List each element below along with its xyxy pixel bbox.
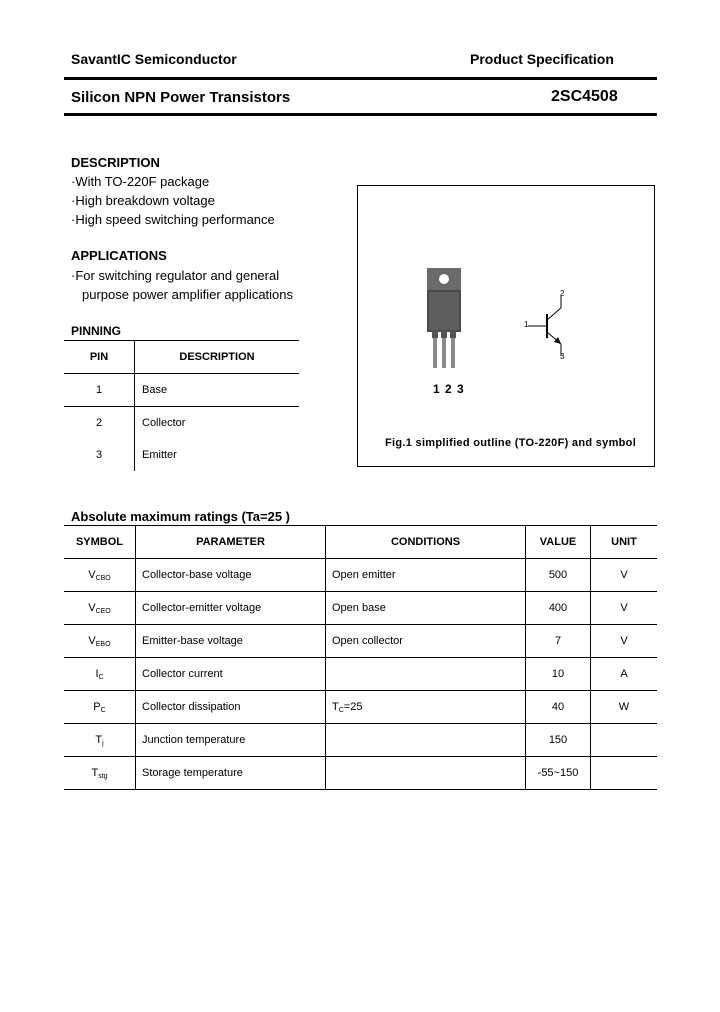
rating-unit: V: [591, 592, 658, 625]
applications-line: ·For switching regulator and general: [71, 268, 280, 283]
rating-value: 500: [526, 559, 591, 592]
rating-unit: A: [591, 658, 658, 691]
table-row: [64, 724, 657, 757]
rating-value: -55~150: [526, 757, 591, 790]
part-number: 2SC4508: [551, 88, 618, 105]
rating-value: 10: [526, 658, 591, 691]
rating-condition: [326, 757, 526, 790]
header-rule-bottom: [64, 113, 657, 116]
table-row: [64, 757, 657, 790]
rating-value: 150: [526, 724, 591, 757]
rating-parameter: Storage temperature: [136, 757, 326, 790]
doc-type: Product Specification: [470, 51, 614, 67]
table-row: [64, 658, 657, 691]
pinning-table: [64, 340, 299, 471]
parameter-header: PARAMETER: [136, 526, 326, 559]
pin-description: Base: [135, 374, 300, 407]
pin-number: 2: [64, 407, 135, 440]
pin-header: PIN: [64, 341, 135, 374]
to220f-package-icon: [418, 266, 478, 371]
rating-condition: $T_C=25$: [326, 691, 526, 724]
rating-value: 400: [526, 592, 591, 625]
pin-number: 1: [64, 374, 135, 407]
description-item: ·High speed switching performance: [71, 212, 275, 227]
figure-caption: Fig.1 simplified outline (TO-220F) and symbol: [385, 437, 637, 449]
rating-symbol: $I_C$: [64, 658, 136, 691]
rating-parameter: Emitter-base voltage: [136, 625, 326, 658]
applications-title: APPLICATIONS: [71, 248, 167, 263]
rating-parameter: Junction temperature: [136, 724, 326, 757]
rating-symbol: $T_{stg}$: [64, 757, 136, 790]
rating-symbol: $P_C$: [64, 691, 136, 724]
rating-parameter: Collector-emitter voltage: [136, 592, 326, 625]
conditions-header: CONDITIONS: [326, 526, 526, 559]
rating-parameter: Collector-base voltage: [136, 559, 326, 592]
rating-symbol: $V_{EBO}$: [64, 625, 136, 658]
description-title: DESCRIPTION: [71, 155, 160, 170]
pin-number: 3: [64, 439, 135, 471]
company-name: SavantIC Semiconductor: [71, 51, 237, 67]
rating-symbol: $V_{CEO}$: [64, 592, 136, 625]
pin-desc-header: DESCRIPTION: [135, 341, 300, 374]
table-row: [64, 407, 299, 440]
pinning-title: PINNING: [71, 324, 122, 338]
pinning-header-row: [64, 341, 299, 374]
applications-line: purpose power amplifier applications: [82, 287, 294, 302]
figure-box: [357, 185, 655, 467]
pin-description: Collector: [142, 417, 186, 429]
value-header: VALUE: [526, 526, 591, 559]
rating-value: 40: [526, 691, 591, 724]
table-row: [64, 691, 657, 724]
table-row: [64, 592, 657, 625]
ratings-table: [64, 525, 657, 790]
rating-symbol: $V_{CBO}$: [64, 559, 136, 592]
description-item: ·High breakdown voltage: [71, 193, 215, 208]
rating-unit: [591, 757, 658, 790]
unit-header: UNIT: [591, 526, 658, 559]
symbol-pin-emitter: 3: [560, 352, 565, 361]
table-row: [64, 559, 657, 592]
pin-description: Emitter: [142, 449, 177, 461]
symbol-header: SYMBOL: [64, 526, 136, 559]
table-row: [64, 439, 299, 471]
header-rule-top: [64, 77, 657, 80]
rating-symbol: $T_j$: [64, 724, 136, 757]
symbol-pin-base: 1: [524, 320, 529, 329]
rating-condition: Open emitter: [326, 559, 526, 592]
package-pin-numbers: 1 2 3: [433, 382, 465, 396]
rating-parameter: Collector dissipation: [136, 691, 326, 724]
rating-unit: [591, 724, 658, 757]
rating-unit: V: [591, 625, 658, 658]
rating-condition: [326, 724, 526, 757]
rating-unit: V: [591, 559, 658, 592]
table-row: [64, 374, 299, 407]
rating-condition: [326, 658, 526, 691]
description-item: ·With TO-220F package: [71, 174, 210, 189]
rating-condition: Open collector: [326, 625, 526, 658]
table-row: [64, 625, 657, 658]
product-line: Silicon NPN Power Transistors: [71, 89, 291, 106]
rating-value: 7: [526, 625, 591, 658]
rating-parameter: Collector current: [136, 658, 326, 691]
rating-unit: W: [591, 691, 658, 724]
ratings-header-row: [64, 526, 657, 559]
symbol-pin-collector: 2: [560, 289, 565, 298]
ratings-title: Absolute maximum ratings (Ta=25 ): [71, 509, 291, 524]
rating-condition: Open base: [326, 592, 526, 625]
